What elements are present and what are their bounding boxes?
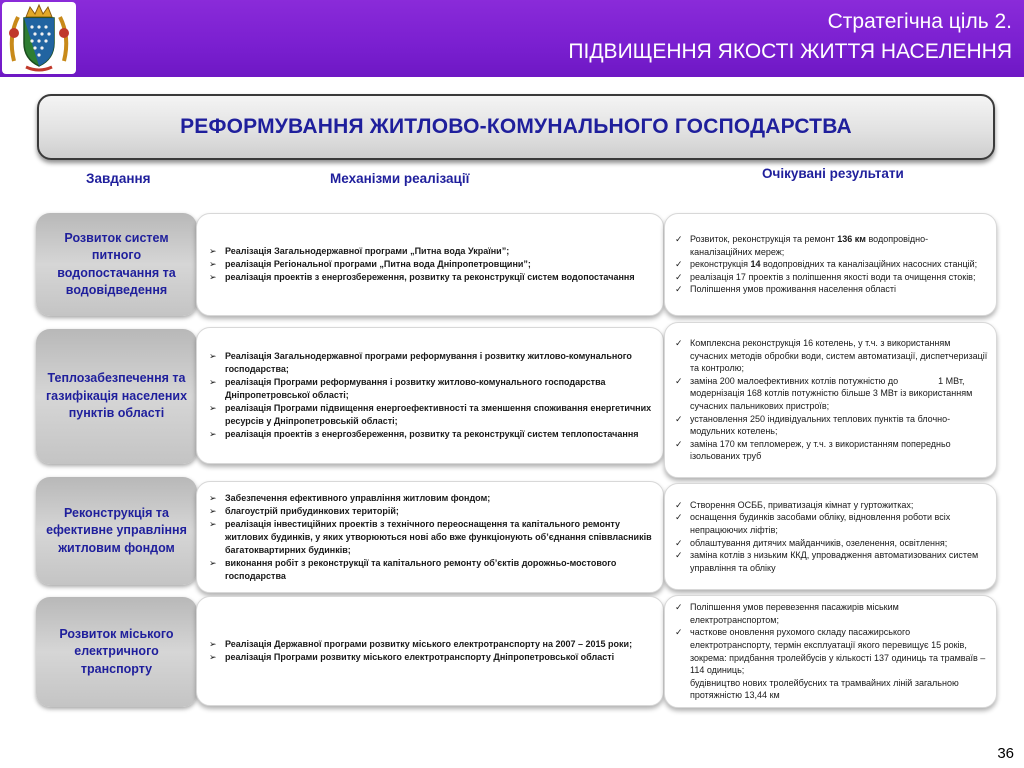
mechanism-item: ➢ реалізація Програми реформування і розвитку житлово-комунального господарства Дніпропетровської області; — [209, 377, 606, 400]
mechanisms-list — [207, 492, 655, 583]
task-card — [36, 329, 197, 464]
mechanism-item: ➢ реалізація Регіональної програми „Питна вода Дніпропетровщини”; — [209, 259, 531, 269]
results-list — [673, 601, 990, 702]
logo — [2, 2, 76, 74]
mechanism-item: ➢ Забезпечення ефективного управління житловим фондом; — [209, 492, 491, 503]
check-bullet-icon: ✓ — [675, 375, 683, 386]
mechanism-item: ➢ Реалізація Загальнодержавної програми реформування і розвитку житлово-комунального господарства; — [209, 351, 632, 374]
arrow-bullet-icon: ➢ — [209, 518, 217, 529]
arrow-bullet-icon: ➢ — [209, 259, 217, 269]
check-bullet-icon: ✓ — [675, 259, 683, 270]
results-list — [673, 233, 990, 296]
arrow-bullet-icon: ➢ — [209, 492, 217, 503]
check-bullet-icon: ✓ — [675, 271, 683, 282]
check-bullet-icon: ✓ — [675, 284, 683, 295]
check-bullet-icon: ✓ — [675, 234, 683, 245]
results-card — [664, 483, 997, 590]
result-item: ✓ реалізація 17 проектів з поліпшення якості води та очищення стоків; — [675, 271, 976, 282]
result-item: ✓ Поліпшення умов проживання населення області — [675, 284, 897, 295]
arrow-bullet-icon: ➢ — [209, 272, 217, 282]
arrow-bullet-icon: ➢ — [209, 505, 217, 516]
regional-coat-of-arms-icon — [4, 3, 74, 73]
result-item: ✓ заміна 200 малоефективних котлів потужністю до 1 МВт, модернізація 168 котлів потужністю більше 3 МВт із використанням сучасних пальникових пристроїв; — [675, 375, 975, 411]
result-item: ✓ часткове оновлення рухомого складу пасажирського електротранспорту, термін експлуатації якого перевищує 15 років, зокрема: придбання тролейбусів у кількості 137 одиниць та трамваїв – 114 одиниць; — [675, 627, 986, 676]
check-bullet-icon: ✓ — [675, 627, 683, 638]
arrow-bullet-icon: ➢ — [209, 403, 217, 413]
check-bullet-icon: ✓ — [675, 550, 683, 561]
check-bullet-icon: ✓ — [675, 499, 683, 510]
mechanism-item: ➢ благоустрій прибудинкових територій; — [209, 505, 399, 516]
slide-title-line-1: Стратегічна ціль 2. — [827, 10, 1012, 33]
task-card — [36, 597, 197, 707]
mechanism-item: ➢ Реалізація Державної програми розвитку міського електротранспорту на 2007 – 2015 роки; — [209, 639, 633, 649]
result-item: ✓ облаштування дитячих майданчиків, озеленення, освітлення; — [675, 537, 948, 548]
result-item: ✓ установлення 250 індивідуальних теплових пунктів та блочно-модульних котелень; — [675, 413, 951, 437]
task-label: Розвиток міського електричного транспорту — [59, 626, 174, 676]
check-bullet-icon: ✓ — [675, 413, 683, 424]
task-label: Розвиток систем питного водопостачання та водовідведення — [57, 230, 176, 297]
mechanisms-card — [196, 327, 664, 464]
results-card — [664, 595, 997, 708]
result-item: будівництво нових тролейбусних та трамвайних ліній загальною протяжністю 13,44 км — [690, 677, 959, 701]
result-item: ✓ Поліпшення умов перевезення пасажирів міським електротранспортом; — [675, 602, 899, 625]
mechanisms-list — [207, 350, 655, 441]
mechanism-item: ➢ реалізація Програми підвищення енергоефективності та зменшення споживання енергетичних ресурсів у Дніпропетровській області; — [209, 403, 652, 426]
result-item: ✓ Створення ОСББ, приватизація кімнат у гуртожитках; — [675, 499, 914, 510]
mechanism-item: ➢ виконання робіт з реконструкції та капітального ремонту об’єктів дорожньо-мостового господарства — [209, 557, 617, 581]
mechanisms-list — [207, 638, 655, 664]
section-title-box — [37, 94, 995, 160]
result-item: ✓ оснащення будинків засобами обліку, відновлення роботи всіх непрацюючих ліфтів; — [675, 512, 951, 535]
mechanism-item: ➢ реалізація проектів з енергозбереження, розвитку та реконструкції систем теплопостачання — [209, 429, 639, 439]
column-header-tasks: Завдання — [86, 171, 151, 186]
mechanisms-list — [207, 245, 655, 284]
mechanism-item: ➢ реалізація проектів з енергозбереження, розвитку та реконструкції систем водопостачання — [209, 272, 635, 282]
arrow-bullet-icon: ➢ — [209, 246, 217, 256]
check-bullet-icon: ✓ — [675, 512, 683, 523]
task-label: Реконструкція та ефективне управління житловим фондом — [46, 505, 187, 555]
check-bullet-icon: ✓ — [675, 537, 683, 548]
results-card — [664, 322, 997, 478]
column-header-mechanisms: Механізми реалізації — [330, 171, 470, 186]
results-list — [673, 337, 990, 463]
mechanisms-card — [196, 481, 664, 593]
result-item: ✓ заміна 170 км тепломереж, у т.ч. з використанням попередньо ізольованих труб — [675, 438, 951, 462]
arrow-bullet-icon: ➢ — [209, 429, 217, 439]
result-item: ✓ Розвиток, реконструкція та ремонт 136 км водопровідно-каналізаційних мереж; — [675, 234, 929, 257]
arrow-bullet-icon: ➢ — [209, 652, 217, 662]
check-bullet-icon: ✓ — [675, 338, 683, 349]
check-bullet-icon: ✓ — [675, 438, 683, 449]
header-band — [0, 0, 1024, 79]
mechanism-item: ➢ Реалізація Загальнодержавної програми „Питна вода України”; — [209, 246, 510, 256]
arrow-bullet-icon: ➢ — [209, 639, 217, 649]
slide-title-line-2: ПІДВИЩЕННЯ ЯКОСТІ ЖИТТЯ НАСЕЛЕННЯ — [568, 40, 1012, 63]
results-card — [664, 213, 997, 316]
arrow-bullet-icon: ➢ — [209, 351, 217, 361]
arrow-bullet-icon: ➢ — [209, 377, 217, 387]
task-label: Теплозабезпечення та газифікація населених пунктів області — [45, 371, 188, 421]
mechanism-item: ➢ реалізація Програми розвитку міського електротранспорту Дніпропетровської області — [209, 652, 615, 662]
task-card — [36, 477, 197, 585]
arrow-bullet-icon: ➢ — [209, 557, 217, 568]
mechanism-item: ➢ реалізація інвестиційних проектів з технічного переоснащення та капітального ремонту житлових будинків, у яких утворюються нові або вже функціонують об’єднання співвласників багатоквартирних будинків; — [209, 518, 652, 555]
section-title: РЕФОРМУВАННЯ ЖИТЛОВО-КОМУНАЛЬНОГО ГОСПОДАРСТВА — [180, 115, 852, 138]
check-bullet-icon: ✓ — [675, 602, 683, 613]
results-list — [673, 499, 990, 575]
task-card — [36, 213, 197, 316]
page-number: 36 — [997, 745, 1014, 762]
result-item: ✓ заміна котлів з низьким ККД, упровадження автоматизованих систем управління та обліку — [675, 550, 979, 573]
result-item: ✓ реконструкція 14 водопровідних та каналізаційних насосних станцій; — [675, 259, 978, 270]
mechanisms-card — [196, 213, 664, 316]
result-item: ✓ Комплексна реконструкція 16 котелень, у т.ч. з використанням сучасних методів обробки води, систем автоматизації, диспетчеризації та контролю; — [675, 338, 988, 374]
column-header-results: Очікувані результати — [762, 166, 904, 181]
mechanisms-card — [196, 596, 664, 706]
